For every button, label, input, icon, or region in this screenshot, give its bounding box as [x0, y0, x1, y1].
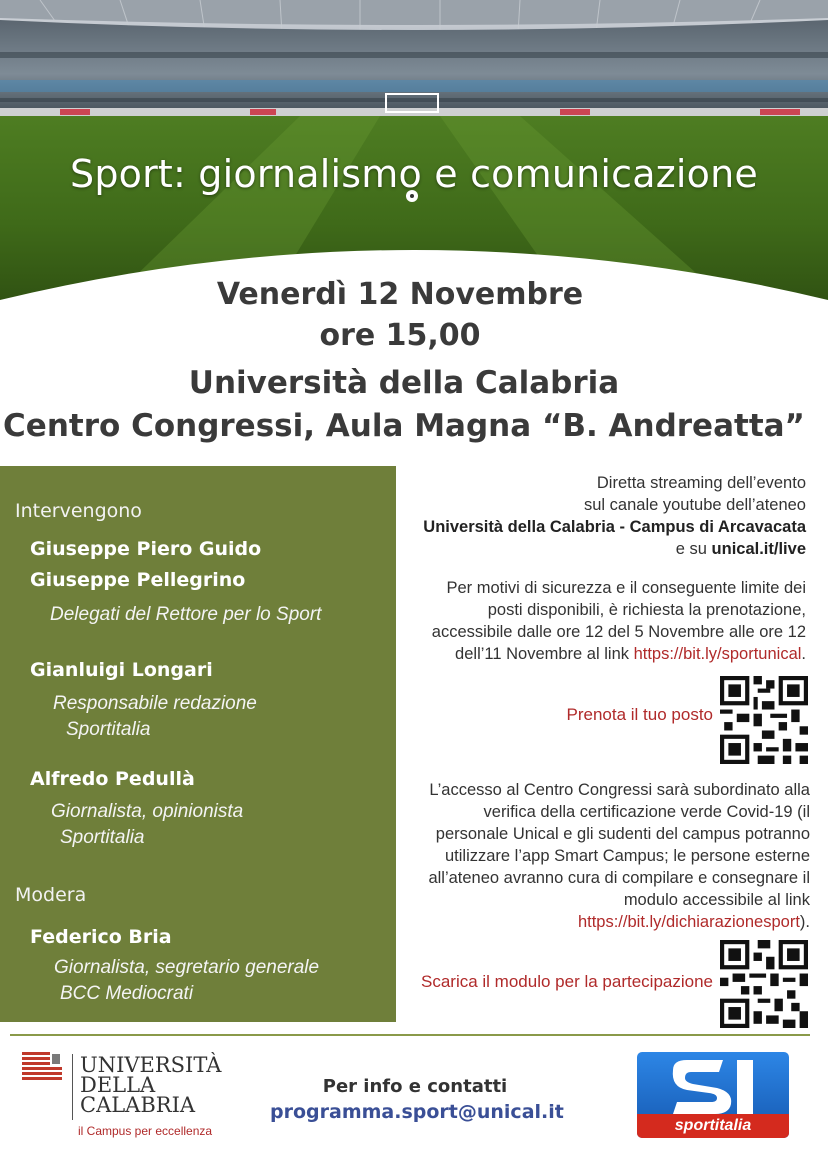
intervengono-heading: Intervengono [15, 500, 142, 522]
booking-cta[interactable]: Prenota il tuo posto [566, 705, 713, 724]
speaker-name-pedulla: Alfredo Pedullà [30, 768, 195, 790]
event-date: Venerdì 12 Novembre [216, 277, 584, 312]
booking-info [386, 577, 806, 665]
booking-link[interactable]: https://bit.ly/sportunical [633, 645, 802, 663]
access-info [380, 779, 810, 933]
event-time: ore 15,00 [319, 318, 481, 353]
access-link[interactable]: https://bit.ly/dichiarazionesport [577, 913, 800, 931]
speakers-panel [0, 466, 396, 1022]
access-line-5: all’ateneo avranno cura di compilare e consegnare il [428, 869, 810, 887]
footer-divider [10, 1034, 810, 1036]
speaker-role-longari-2: Sportitalia [66, 719, 151, 740]
unical-tagline: il Campus per eccellenza [78, 1124, 213, 1138]
unical-name-1: UNIVERSITÀ [80, 1053, 222, 1077]
info-label: Per info e contatti [322, 1076, 508, 1097]
speaker-name-pellegrino: Giuseppe Pellegrino [30, 569, 246, 591]
streaming-line-1: Diretta streaming dell’evento [596, 474, 806, 492]
unical-name-2: DELLA [80, 1073, 156, 1097]
venue-hall: Centro Congressi, Aula Magna “B. Andreatta” [3, 408, 805, 444]
event-title: Sport: giornalismo e comunicazione [70, 152, 758, 196]
booking-qr-icon[interactable] [720, 676, 808, 764]
access-line-7-suffix: ). [799, 913, 810, 931]
module-qr-icon[interactable] [720, 940, 808, 1028]
access-line-2: verifica della certificazione verde Covid-19 (il [483, 803, 810, 821]
speaker-role-delegati: Delegati del Rettore per lo Sport [50, 604, 322, 625]
modera-heading: Modera [15, 884, 87, 906]
venue-university: Università della Calabria [188, 365, 620, 401]
speaker-name-longari: Gianluigi Longari [30, 659, 213, 681]
unical-name-3: CALABRIA [80, 1093, 196, 1117]
access-line-6: modulo accessibile al link [623, 891, 810, 909]
contact-email-link[interactable]: programma.sport@unical.it [270, 1101, 564, 1123]
access-line-1: L’accesso al Centro Congressi sarà subordinato alla [429, 781, 810, 799]
sportitalia-logo [637, 1052, 789, 1138]
booking-line-4-suffix: . [801, 645, 806, 663]
live-link[interactable]: unical.it/live [711, 540, 806, 558]
streaming-channel: Università della Calabria - Campus di Arcavacata [423, 518, 806, 536]
speaker-role-pedulla-2: Sportitalia [60, 827, 145, 848]
access-line-3: personale Unical e gli sudenti del campus potranno [435, 825, 810, 843]
booking-line-4-prefix: dell’11 Novembre al link [455, 645, 634, 663]
unical-emblem-icon [22, 1052, 68, 1084]
streaming-info [406, 472, 806, 560]
speaker-role-bria-1: Giornalista, segretario generale [54, 957, 320, 978]
unical-divider [72, 1054, 73, 1120]
speaker-role-pedulla-1: Giornalista, opinionista [51, 801, 244, 822]
booking-line-2: posti disponibili, è richiesta la prenotazione, [487, 601, 806, 619]
access-line-4: utilizzare l’app Smart Campus; le persone esterne [444, 847, 810, 865]
streaming-line-2: sul canale youtube dell’ateneo [583, 496, 806, 514]
speaker-name-guido: Giuseppe Piero Guido [30, 538, 262, 560]
speaker-name-bria: Federico Bria [30, 926, 172, 948]
streaming-line-4-prefix: e su [675, 540, 712, 558]
sportitalia-wordmark: sportitalia [674, 1117, 752, 1134]
speaker-role-longari-1: Responsabile redazione [53, 693, 257, 714]
speaker-role-bria-2: BCC Mediocrati [60, 983, 194, 1004]
booking-line-3: accessibile dalle ore 12 del 5 Novembre alle ore 12 [431, 623, 806, 641]
booking-line-1: Per motivi di sicurezza e il conseguente limite dei [446, 579, 806, 597]
download-cta[interactable]: Scarica il modulo per la partecipazione [421, 972, 713, 991]
